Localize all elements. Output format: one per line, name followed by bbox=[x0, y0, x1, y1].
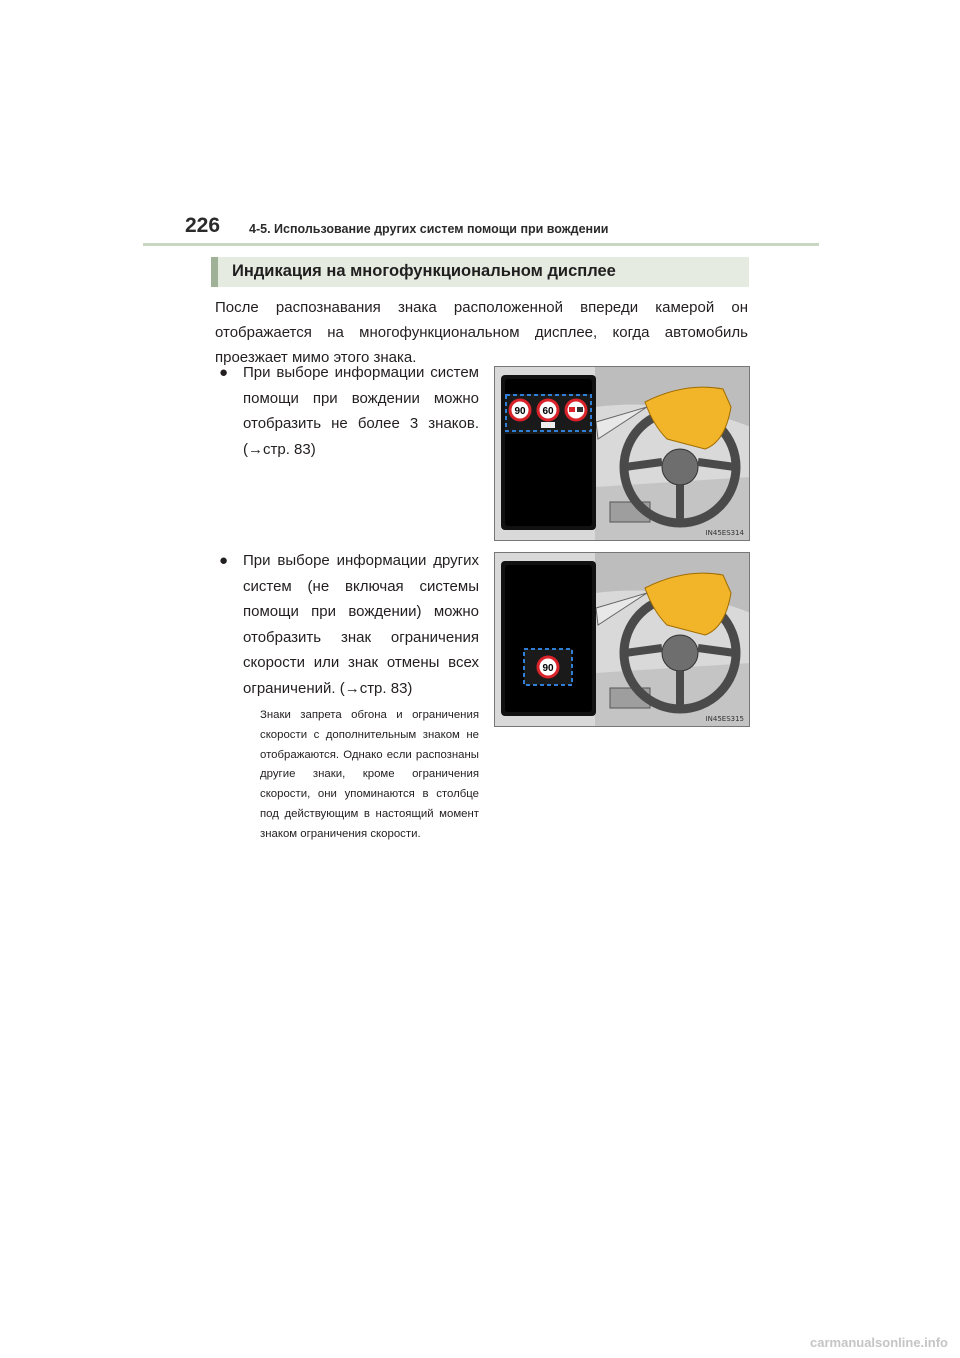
footer-watermark: carmanualsonline.info bbox=[810, 1335, 948, 1350]
speed-limit-sign-icon bbox=[538, 657, 558, 677]
bullet-item bbox=[219, 360, 479, 462]
figure-code: IN45ES314 bbox=[705, 529, 744, 537]
figure-dashboard-1 bbox=[494, 366, 750, 541]
dashboard-illustration bbox=[495, 367, 750, 541]
speed-limit-sign-icon bbox=[538, 400, 558, 428]
bullet-item bbox=[219, 548, 479, 701]
dashboard-illustration bbox=[495, 553, 750, 727]
section-title: 4-5. Использование других систем помощи при вождении bbox=[249, 222, 609, 236]
figure-dashboard-2 bbox=[494, 552, 750, 727]
section-heading bbox=[211, 257, 749, 287]
bullet-dot: ● bbox=[219, 552, 229, 569]
svg-text:90: 90 bbox=[514, 406, 526, 417]
intro-paragraph: После распознавания знака расположенной впереди камерой он отображается на многофункциональном дисплее, когда автомобиль проезжает мимо этого знака. bbox=[215, 299, 748, 366]
svg-text:60: 60 bbox=[542, 406, 554, 417]
svg-text:90: 90 bbox=[542, 663, 554, 674]
note-text: Знаки запрета обгона и ограничения скорости с дополнительным знаком не отображаются. Однако если распознаны другие знаки, кроме ограничения скорости, они упоминаются в столбце под действующим в настоящий момент знаком ограничения скорости. bbox=[260, 709, 479, 840]
bullet-dot: ● bbox=[219, 364, 229, 381]
no-overtaking-sign-icon bbox=[566, 400, 586, 420]
header-rule bbox=[143, 243, 819, 246]
section-heading-text: Индикация на многофункциональном дисплее bbox=[232, 262, 616, 280]
speed-limit-sign-icon bbox=[510, 400, 530, 420]
page-number: 226 bbox=[185, 214, 221, 237]
figure-code: IN45ES315 bbox=[705, 715, 744, 723]
bullet-text: При выборе информации систем помощи при вождении можно отобразить не более 3 знаков. (→стр. 83) bbox=[243, 364, 479, 458]
bullet-text: При выборе информации других систем (не включая системы помощи при вождении) можно отобразить знак ограничения скорости или знак отмены всех ограничений. (→стр. 83) bbox=[243, 552, 479, 697]
